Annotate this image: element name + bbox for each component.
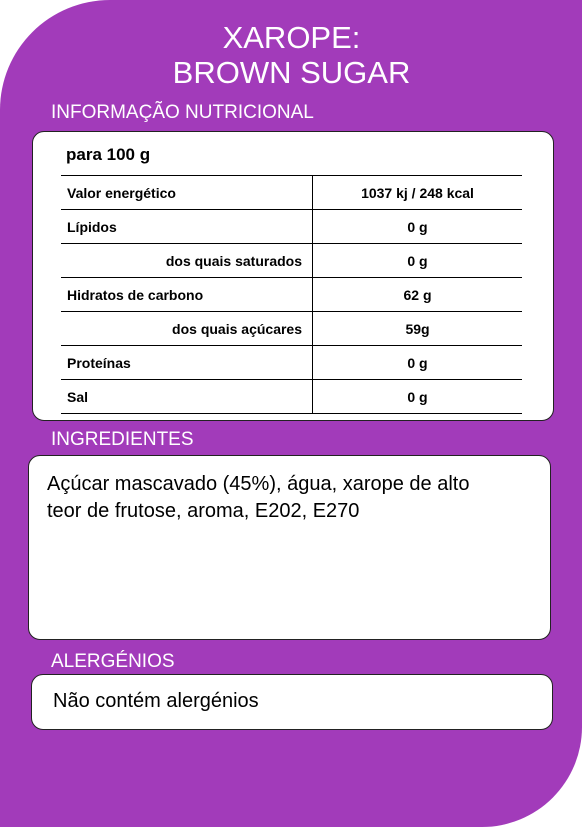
nutrient-value: 62 g — [313, 278, 523, 312]
ingredients-section-label: INGREDIENTES — [51, 429, 194, 450]
nutrition-table — [61, 175, 522, 414]
ingredients-line1: Açúcar mascavado (45%), água, xarope de alto — [47, 473, 470, 495]
ingredients-line2: teor de frutose, aroma, E202, E270 — [47, 500, 360, 522]
nutrient-value: 59g — [313, 312, 523, 346]
nutrition-per: para 100 g — [66, 145, 151, 164]
nutrient-value: 0 g — [313, 210, 523, 244]
nutrient-name: Valor energético — [61, 176, 313, 210]
nutrient-name: Proteínas — [61, 346, 313, 380]
nutrient-name: Sal — [61, 380, 313, 414]
nutrient-name: dos quais açúcares — [61, 312, 313, 346]
nutrient-value: 0 g — [313, 244, 523, 278]
nutrient-name: dos quais saturados — [61, 244, 313, 278]
table-row — [61, 176, 522, 210]
allergens-section-label: ALERGÉNIOS — [51, 651, 175, 672]
nutrient-name: Hidratos de carbono — [61, 278, 313, 312]
nutrient-value: 0 g — [313, 380, 523, 414]
allergens-text: Não contém alergénios — [53, 690, 259, 712]
table-row — [61, 346, 522, 380]
nutrient-name: Lípidos — [61, 210, 313, 244]
nutrient-value: 1037 kj / 248 kcal — [313, 176, 523, 210]
table-row — [61, 278, 522, 312]
table-row — [61, 312, 522, 346]
table-row — [61, 210, 522, 244]
table-row — [61, 244, 522, 278]
product-title-line1: XAROPE: — [222, 20, 361, 55]
nutrition-section-label: INFORMAÇÃO NUTRICIONAL — [51, 102, 314, 123]
product-title-line2: BROWN SUGAR — [172, 55, 411, 90]
table-row — [61, 380, 522, 414]
ingredients-text — [47, 471, 537, 525]
nutrient-value: 0 g — [313, 346, 523, 380]
